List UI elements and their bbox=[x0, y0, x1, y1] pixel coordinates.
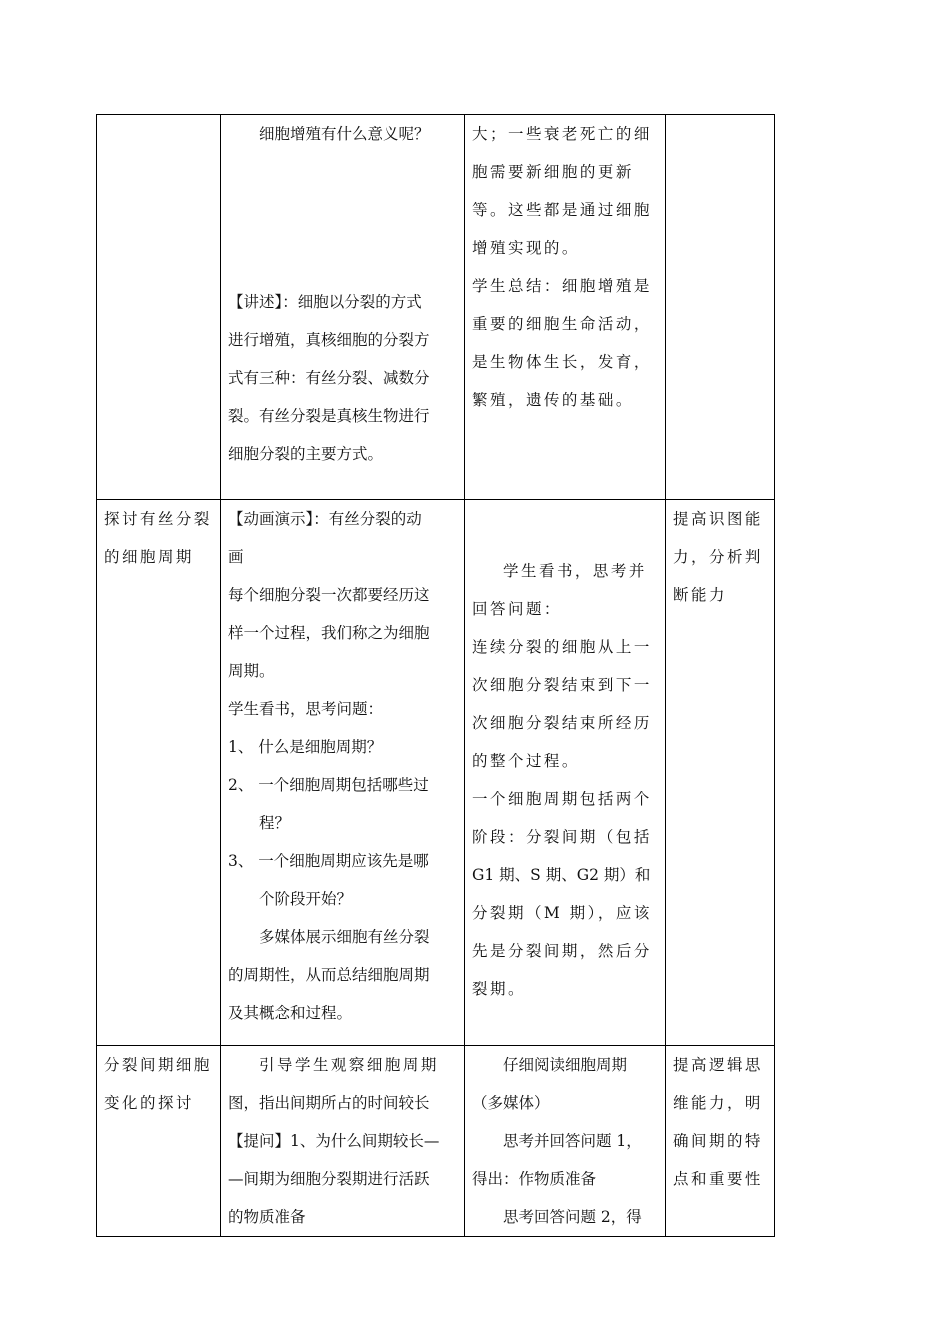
definition-line: 次细胞分裂结束到下一 bbox=[472, 676, 652, 694]
purpose-line: 点和重要性 bbox=[673, 1170, 763, 1188]
definition-line: 次细胞分裂结束所经历 bbox=[472, 714, 652, 732]
demo-line: 画 bbox=[228, 548, 244, 566]
phase-line: 裂期。 bbox=[472, 980, 526, 998]
stage-cell bbox=[97, 500, 221, 1046]
lecture-line: 【讲述】：细胞以分裂的方式 bbox=[228, 293, 422, 311]
lesson-plan-table bbox=[96, 114, 775, 1237]
ask-line: —间期为细胞分裂期进行活跃 bbox=[228, 1170, 430, 1188]
stage-label: 变化的探讨 bbox=[104, 1094, 194, 1112]
answer-line: 得出：作物质准备 bbox=[472, 1170, 597, 1188]
student-activity-cell bbox=[465, 1046, 666, 1237]
read-line: 仔细阅读细胞周期 bbox=[503, 1056, 628, 1074]
purpose-line: 提高识图能 bbox=[673, 510, 763, 528]
read-line: 回答问题： bbox=[472, 600, 562, 618]
ask-line: 【提问】1、为什么间期较长— bbox=[228, 1132, 440, 1150]
stage-label: 的细胞周期 bbox=[104, 548, 194, 566]
media-line: 的周期性，从而总结细胞周期 bbox=[228, 966, 430, 984]
lecture-line: 裂。有丝分裂是真核生物进行 bbox=[228, 407, 430, 425]
student-line: 等。这些都是通过细胞 bbox=[472, 201, 652, 219]
stage-cell bbox=[97, 115, 221, 500]
guide-line: 引导学生观察细胞周期 bbox=[259, 1056, 439, 1074]
purpose-line: 断能力 bbox=[673, 586, 727, 604]
phase-line: 先是分裂间期，然后分 bbox=[472, 942, 652, 960]
student-line: 增殖实现的。 bbox=[472, 239, 580, 257]
intro-line: 周期。 bbox=[228, 662, 275, 680]
phase-line: 一个细胞周期包括两个 bbox=[472, 790, 652, 808]
purpose-cell bbox=[666, 500, 775, 1046]
purpose-cell bbox=[666, 1046, 775, 1237]
student-line: 大；一些衰老死亡的细 bbox=[472, 125, 652, 143]
summary-line: 是生物体生长，发育， bbox=[472, 353, 652, 371]
intro-line: 样一个过程，我们称之为细胞 bbox=[228, 624, 430, 642]
teacher-activity-cell bbox=[221, 500, 465, 1046]
answer-line: 思考并回答问题 1， bbox=[503, 1132, 642, 1150]
guide-line: 图，指出间期所占的时间较长 bbox=[228, 1094, 430, 1112]
lecture-line: 式有三种：有丝分裂、减数分 bbox=[228, 369, 430, 387]
question-item: 1、 什么是细胞周期？ bbox=[228, 738, 383, 756]
read-line: （多媒体） bbox=[472, 1094, 550, 1112]
phase-line: 分裂期（M 期），应该 bbox=[472, 904, 652, 922]
student-line: 胞需要新细胞的更新 bbox=[472, 163, 634, 181]
summary-line: 学生总结：细胞增殖是 bbox=[472, 277, 652, 295]
purpose-line: 提高逻辑思 bbox=[673, 1056, 763, 1074]
prompt-line: 学生看书，思考问题： bbox=[228, 700, 384, 718]
student-activity-cell bbox=[465, 115, 666, 500]
question-item: 2、 一个细胞周期包括哪些过 bbox=[228, 776, 429, 794]
purpose-cell bbox=[666, 115, 775, 500]
purpose-line: 确间期的特 bbox=[673, 1132, 763, 1150]
question-item: 3、 一个细胞周期应该先是哪 bbox=[228, 852, 429, 870]
teacher-activity-cell bbox=[221, 115, 465, 500]
student-activity-cell bbox=[465, 500, 666, 1046]
demo-line: 【动画演示】：有丝分裂的动 bbox=[228, 510, 422, 528]
question-item-cont: 个阶段开始？ bbox=[259, 890, 353, 908]
spacer bbox=[228, 153, 457, 283]
answer-line: 思考回答问题 2，得 bbox=[503, 1208, 642, 1226]
media-line: 多媒体展示细胞有丝分裂 bbox=[259, 928, 430, 946]
summary-line: 繁殖，遗传的基础。 bbox=[472, 391, 634, 409]
media-line: 及其概念和过程。 bbox=[228, 1004, 353, 1022]
ask-line: 的物质准备 bbox=[228, 1208, 306, 1226]
phase-line: G1 期、S 期、G2 期）和 bbox=[472, 866, 651, 884]
read-line: 学生看书，思考并 bbox=[503, 562, 647, 580]
purpose-line: 力，分析判 bbox=[673, 548, 763, 566]
stage-label: 探讨有丝分裂 bbox=[104, 510, 212, 528]
stage-label: 分裂间期细胞 bbox=[104, 1056, 212, 1074]
spacer bbox=[472, 500, 658, 552]
table-row bbox=[97, 1046, 775, 1237]
lecture-line: 进行增殖，真核细胞的分裂方 bbox=[228, 331, 430, 349]
table-row bbox=[97, 115, 775, 500]
summary-line: 重要的细胞生命活动， bbox=[472, 315, 652, 333]
table-row bbox=[97, 500, 775, 1046]
purpose-line: 维能力，明 bbox=[673, 1094, 763, 1112]
stage-cell bbox=[97, 1046, 221, 1237]
intro-line: 每个细胞分裂一次都要经历这 bbox=[228, 586, 430, 604]
phase-line: 阶段：分裂间期（包括 bbox=[472, 828, 652, 846]
question-text: 细胞增殖有什么意义呢？ bbox=[259, 125, 430, 143]
lecture-line: 细胞分裂的主要方式。 bbox=[228, 445, 384, 463]
definition-line: 连续分裂的细胞从上一 bbox=[472, 638, 652, 656]
question-item-cont: 程？ bbox=[259, 814, 291, 832]
teacher-activity-cell bbox=[221, 1046, 465, 1237]
definition-line: 的整个过程。 bbox=[472, 752, 580, 770]
